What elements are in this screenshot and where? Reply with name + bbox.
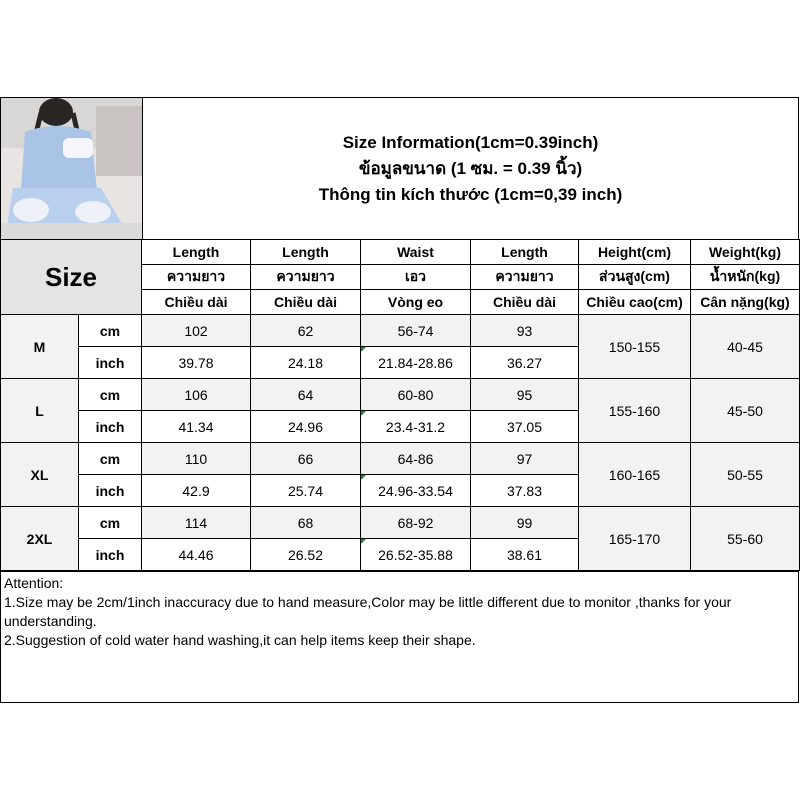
size-label: 2XL bbox=[1, 507, 79, 571]
column-header: Vòng eo bbox=[361, 290, 471, 315]
size-chart bbox=[0, 97, 799, 703]
table-cell: 64 bbox=[251, 379, 361, 411]
unit-label: inch bbox=[79, 347, 142, 379]
chart-header bbox=[0, 97, 799, 240]
title-english: Size Information(1cm=0.39inch) bbox=[342, 132, 599, 152]
table-cell: 24.96 bbox=[251, 411, 361, 443]
table-cell-flagged bbox=[361, 475, 471, 507]
unit-label: cm bbox=[79, 507, 142, 539]
title-vietnamese: Thông tin kích thước (1cm=0,39 inch) bbox=[318, 184, 623, 204]
unit-label: cm bbox=[79, 379, 142, 411]
table-cell: 25.74 bbox=[251, 475, 361, 507]
table-cell: 64-86 bbox=[361, 443, 471, 475]
column-header: Chiều dài bbox=[251, 290, 361, 315]
table-cell-flagged bbox=[361, 411, 471, 443]
product-photo-illustration bbox=[1, 98, 142, 239]
table-cell-flagged bbox=[361, 347, 471, 379]
column-header: ความยาว bbox=[471, 265, 579, 290]
note-line: 1.Size may be 2cm/1inch inaccuracy due to hand measure,Color may be little different due to monitor ,thanks for your bbox=[4, 594, 732, 610]
table-cell: 37.05 bbox=[471, 411, 579, 443]
table-cell: 114 bbox=[142, 507, 251, 539]
table-cell-value: 24.96-33.54 bbox=[378, 482, 453, 499]
column-header: ส่วนสูง(cm) bbox=[579, 265, 691, 290]
unit-label: cm bbox=[79, 443, 142, 475]
table-row bbox=[1, 507, 800, 539]
attention-heading: Attention: bbox=[4, 575, 64, 591]
note-line: 2.Suggestion of cold water hand washing,it can help items keep their shape. bbox=[4, 632, 476, 648]
note-line: understanding. bbox=[4, 613, 97, 629]
column-header: Length bbox=[251, 240, 361, 265]
table-row bbox=[1, 379, 800, 411]
table-cell: 68 bbox=[251, 507, 361, 539]
size-column-header: Size bbox=[1, 240, 142, 315]
table-cell: 66 bbox=[251, 443, 361, 475]
table-cell-value: 26.52-35.88 bbox=[378, 546, 453, 563]
table-cell: 93 bbox=[471, 315, 579, 347]
table-cell: 24.18 bbox=[251, 347, 361, 379]
table-cell: 97 bbox=[471, 443, 579, 475]
unit-label: cm bbox=[79, 315, 142, 347]
size-table bbox=[0, 239, 800, 571]
column-header: Cân nặng(kg) bbox=[691, 290, 800, 315]
unit-label: inch bbox=[79, 411, 142, 443]
column-header: Height(cm) bbox=[579, 240, 691, 265]
table-cell: 60-80 bbox=[361, 379, 471, 411]
unit-label: inch bbox=[79, 475, 142, 507]
table-cell: 38.61 bbox=[471, 539, 579, 571]
cell-marker bbox=[361, 475, 366, 480]
weight-range: 50-55 bbox=[691, 443, 800, 507]
table-cell: 42.9 bbox=[142, 475, 251, 507]
size-information-title bbox=[143, 98, 798, 239]
column-header: Waist bbox=[361, 240, 471, 265]
unit-label: inch bbox=[79, 539, 142, 571]
table-cell: 62 bbox=[251, 315, 361, 347]
column-header: Weight(kg) bbox=[691, 240, 800, 265]
table-cell: 56-74 bbox=[361, 315, 471, 347]
cell-marker bbox=[361, 347, 366, 352]
column-header: Chiều cao(cm) bbox=[579, 290, 691, 315]
height-range: 150-155 bbox=[579, 315, 691, 379]
column-header: Chiều dài bbox=[471, 290, 579, 315]
cell-marker bbox=[361, 411, 366, 416]
table-cell: 99 bbox=[471, 507, 579, 539]
column-header: ความยาว bbox=[142, 265, 251, 290]
column-header: Chiều dài bbox=[142, 290, 251, 315]
header-row-english bbox=[1, 240, 800, 265]
table-cell: 37.83 bbox=[471, 475, 579, 507]
table-row bbox=[1, 443, 800, 475]
size-label: M bbox=[1, 315, 79, 379]
height-range: 165-170 bbox=[579, 507, 691, 571]
table-cell: 95 bbox=[471, 379, 579, 411]
column-header: เอว bbox=[361, 265, 471, 290]
title-thai: ข้อมูลขนาด (1 ซม. = 0.39 นิ้ว) bbox=[358, 158, 583, 178]
product-photo bbox=[1, 98, 143, 239]
table-cell-value: 21.84-28.86 bbox=[378, 354, 453, 371]
column-header: Length bbox=[471, 240, 579, 265]
table-cell: 44.46 bbox=[142, 539, 251, 571]
table-cell: 102 bbox=[142, 315, 251, 347]
table-cell: 36.27 bbox=[471, 347, 579, 379]
table-cell: 106 bbox=[142, 379, 251, 411]
table-cell: 68-92 bbox=[361, 507, 471, 539]
weight-range: 45-50 bbox=[691, 379, 800, 443]
table-cell-value: 23.4-31.2 bbox=[385, 418, 446, 435]
column-header: น้ำหนัก(kg) bbox=[691, 265, 800, 290]
height-range: 160-165 bbox=[579, 443, 691, 507]
weight-range: 55-60 bbox=[691, 507, 800, 571]
table-cell: 26.52 bbox=[251, 539, 361, 571]
column-header: ความยาว bbox=[251, 265, 361, 290]
table-cell: 41.34 bbox=[142, 411, 251, 443]
table-cell: 39.78 bbox=[142, 347, 251, 379]
table-row bbox=[1, 315, 800, 347]
table-cell: 110 bbox=[142, 443, 251, 475]
column-header: Length bbox=[142, 240, 251, 265]
size-label: L bbox=[1, 379, 79, 443]
weight-range: 40-45 bbox=[691, 315, 800, 379]
cell-marker bbox=[361, 539, 366, 544]
attention-notes bbox=[0, 571, 799, 703]
table-cell-flagged bbox=[361, 539, 471, 571]
size-label: XL bbox=[1, 443, 79, 507]
height-range: 155-160 bbox=[579, 379, 691, 443]
